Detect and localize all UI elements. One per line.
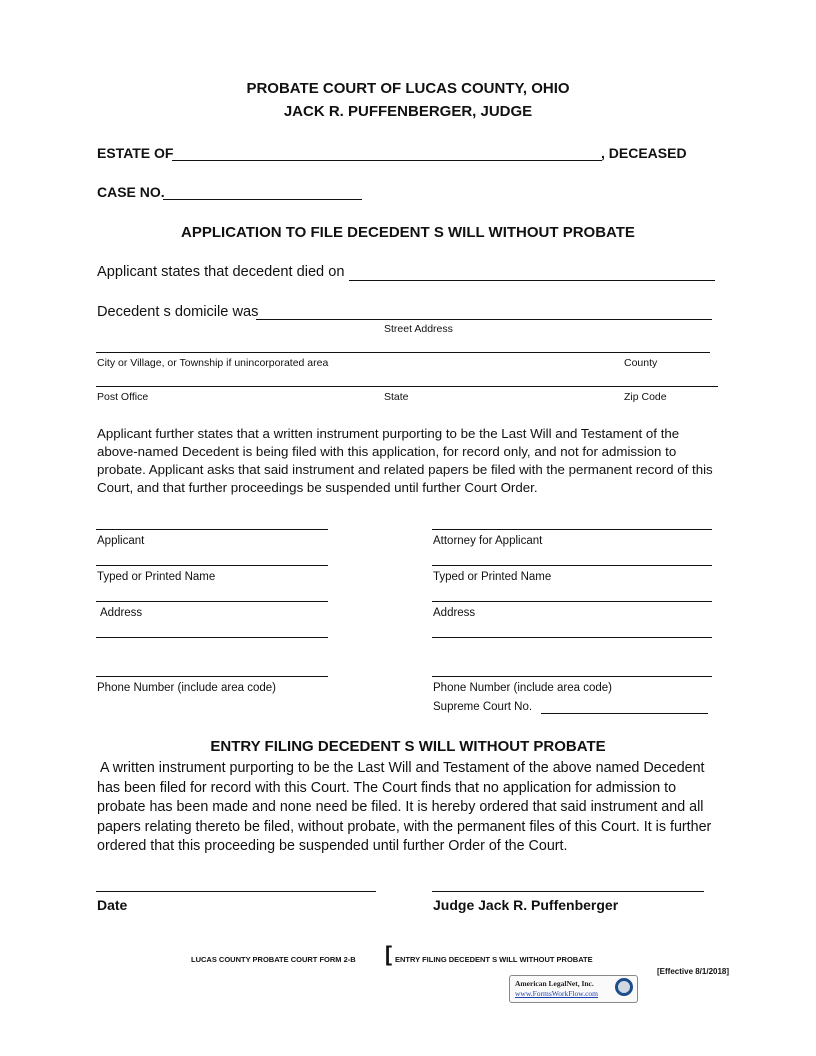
entry-title: ENTRY FILING DECEDENT S WILL WITHOUT PROBATE <box>210 738 606 755</box>
footer-form-id: LUCAS COUNTY PROBATE COURT FORM 2-B <box>191 955 356 964</box>
logo-website-link[interactable]: www.FormsWorkFlow.com <box>515 989 599 998</box>
applicant-phone-caption: Phone Number (include area code) <box>97 682 276 694</box>
applicant-signature-field[interactable] <box>96 529 328 530</box>
entry-text: A written instrument purporting to be the Last Will and Testament of the above named Decedent has been filed for record with this Court. The Court finds that no application for admission to probate has been made and none need be filed. It is hereby ordered that said instrument and all papers relating thereto be filed, without probate, with the permanent files of this Court. It is further ordered that this proceeding be suspended until further Order of the Court. <box>97 760 712 854</box>
post-office-caption: Post Office <box>97 391 149 403</box>
supreme-court-caption: Supreme Court No. <box>433 701 533 713</box>
judge-title: JACK R. PUFFENBERGER, JUDGE <box>283 103 533 120</box>
footer-bracket: [ <box>385 943 392 966</box>
judge-caption: Judge Jack R. Puffenberger <box>433 897 619 913</box>
post-office-state-zip-field[interactable] <box>96 386 718 387</box>
applicant-address-field[interactable] <box>96 601 328 602</box>
date-caption: Date <box>97 897 128 913</box>
applicant-phone-field[interactable] <box>96 676 328 677</box>
judge-signature-field[interactable] <box>432 891 704 892</box>
domicile-label: Decedent s domicile was <box>97 304 259 320</box>
supreme-court-number-field[interactable] <box>541 713 708 714</box>
applicant-typed-name-field[interactable] <box>96 565 328 566</box>
estate-label: ESTATE OF <box>97 145 174 161</box>
street-address-caption: Street Address <box>384 323 453 335</box>
american-legalnet-logo[interactable] <box>509 975 638 1003</box>
footer-effective-date: [Effective 8/1/2018] <box>657 967 730 976</box>
died-on-label: Applicant states that decedent died on <box>97 264 345 280</box>
globe-icon <box>615 978 633 996</box>
attorney-address-caption: Address <box>433 607 476 619</box>
attorney-signature-field[interactable] <box>432 529 712 530</box>
date-field[interactable] <box>96 891 376 892</box>
date-of-death-field[interactable] <box>349 280 715 281</box>
court-title: PROBATE COURT OF LUCAS COUNTY, OHIO <box>246 80 570 97</box>
state-caption: State <box>384 391 409 403</box>
case-number-label: CASE NO. <box>97 184 165 200</box>
applicant-address-line2-field[interactable] <box>96 637 328 638</box>
zip-caption: Zip Code <box>624 391 667 403</box>
street-address-field[interactable] <box>256 319 712 320</box>
city-caption: City or Village, or Township if unincorporated area <box>97 357 329 369</box>
application-statement: Applicant further states that a written instrument purporting to be the Last Will and Testament of the above-named Decedent is being filed with this application, for record only, and not for admission to probate. Applicant asks that said instrument and related papers be filed with the permanent record of this Court, and that further proceedings be suspended until further Court Order. <box>97 426 713 495</box>
attorney-phone-field[interactable] <box>432 676 712 677</box>
application-title: APPLICATION TO FILE DECEDENT S WILL WITHOUT PROBATE <box>181 224 635 241</box>
applicant-caption: Applicant <box>97 535 145 547</box>
logo-company-name: American LegalNet, Inc. <box>515 979 594 988</box>
estate-name-field[interactable] <box>172 160 602 161</box>
attorney-caption: Attorney for Applicant <box>433 535 543 547</box>
attorney-phone-caption: Phone Number (include area code) <box>433 682 612 694</box>
footer-form-title: ENTRY FILING DECEDENT S WILL WITHOUT PROBATE <box>395 955 593 964</box>
case-number-field[interactable] <box>163 199 362 200</box>
county-caption: County <box>624 357 658 369</box>
applicant-typed-name-caption: Typed or Printed Name <box>97 571 216 583</box>
attorney-address-field[interactable] <box>432 601 712 602</box>
deceased-label: , DECEASED <box>601 145 687 161</box>
city-county-field[interactable] <box>96 352 710 353</box>
attorney-typed-name-caption: Typed or Printed Name <box>433 571 552 583</box>
attorney-typed-name-field[interactable] <box>432 565 712 566</box>
applicant-address-caption: Address <box>100 607 143 619</box>
attorney-address-line2-field[interactable] <box>432 637 712 638</box>
